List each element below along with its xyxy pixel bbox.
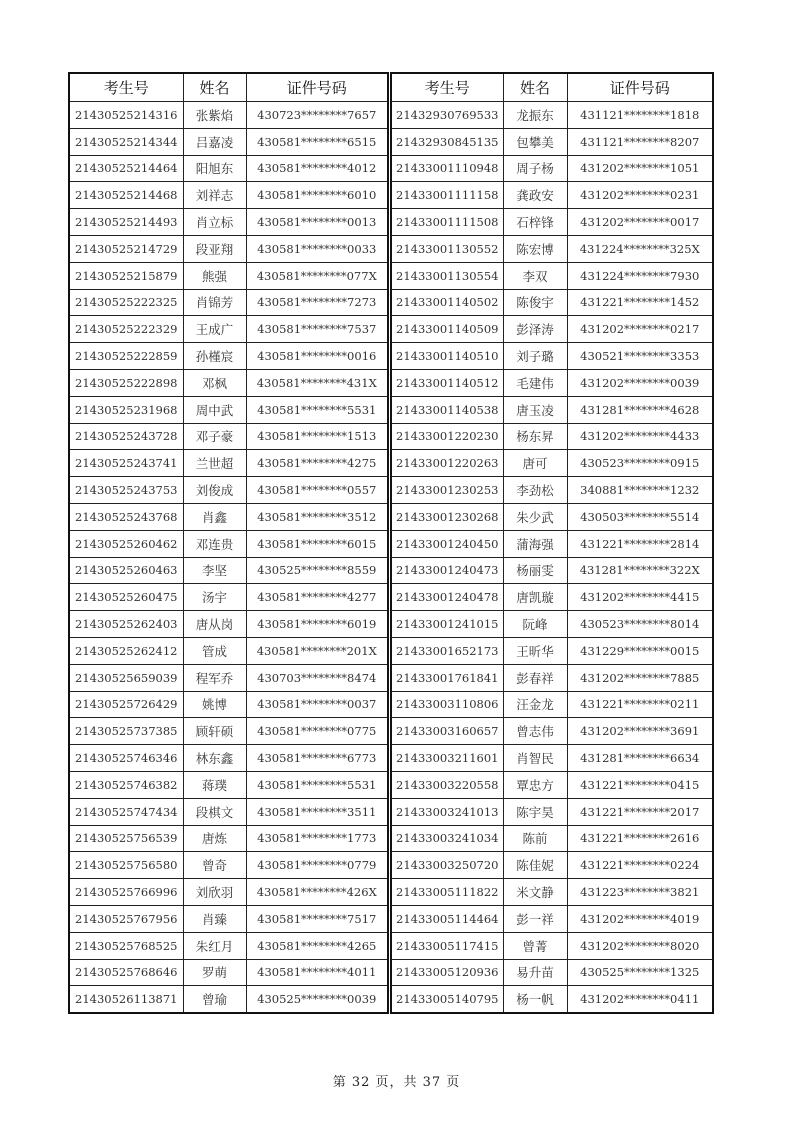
table-row	[69, 986, 388, 1013]
table-row	[391, 825, 713, 852]
cell-name: 杨丽雯	[503, 557, 567, 584]
cell-name: 陈前	[503, 825, 567, 852]
cell-id-number: 430581********426X	[246, 879, 388, 906]
cell-id-number: 430581********201X	[246, 637, 388, 664]
cell-id-number: 430581********6773	[246, 745, 388, 772]
cell-exam-number: 21433005120936	[391, 959, 503, 986]
table-row	[69, 477, 388, 504]
cell-exam-number: 21430525746346	[69, 745, 183, 772]
cell-id-number: 431281********322X	[567, 557, 713, 584]
table-row	[391, 503, 713, 530]
table-row	[391, 289, 713, 316]
cell-name: 邓枫	[183, 369, 246, 396]
table-row	[391, 209, 713, 236]
cell-exam-number: 21430525214493	[69, 209, 183, 236]
cell-name: 阳旭东	[183, 155, 246, 182]
cell-id-number: 430523********8014	[567, 611, 713, 638]
cell-exam-number: 21430525756539	[69, 825, 183, 852]
table-row	[391, 450, 713, 477]
cell-name: 曾菁	[503, 932, 567, 959]
cell-name: 朱少武	[503, 503, 567, 530]
cell-id-number: 431202********8020	[567, 932, 713, 959]
cell-id-number: 431202********4433	[567, 423, 713, 450]
cell-name: 肖臻	[183, 905, 246, 932]
cell-id-number: 431121********1818	[567, 102, 713, 129]
cell-exam-number: 21433003220558	[391, 771, 503, 798]
table-row	[391, 557, 713, 584]
cell-id-number: 431281********4628	[567, 396, 713, 423]
table-row	[391, 584, 713, 611]
cell-name: 段亚翔	[183, 235, 246, 262]
cell-id-number: 431202********4415	[567, 584, 713, 611]
cell-name: 陈俊宇	[503, 289, 567, 316]
table-row	[391, 852, 713, 879]
page-number-footer: 第 32 页，共 37 页	[332, 1075, 461, 1090]
table-row	[391, 182, 713, 209]
cell-id-number: 430581********0779	[246, 852, 388, 879]
cell-name: 肖立标	[183, 209, 246, 236]
cell-name: 顾轩硕	[183, 718, 246, 745]
cell-exam-number: 21430525222325	[69, 289, 183, 316]
table-row	[69, 664, 388, 691]
table-row	[69, 825, 388, 852]
cell-name: 姚博	[183, 691, 246, 718]
table-row	[391, 986, 713, 1013]
cell-id-number: 430581********3512	[246, 503, 388, 530]
cell-id-number: 431281********6634	[567, 745, 713, 772]
cell-name: 段棋文	[183, 798, 246, 825]
cell-exam-number: 21433001220230	[391, 423, 503, 450]
cell-exam-number: 21433001140502	[391, 289, 503, 316]
header-id-number: 证件号码	[567, 73, 713, 102]
cell-exam-number: 21430525737385	[69, 718, 183, 745]
cell-id-number: 430581********0037	[246, 691, 388, 718]
cell-id-number: 431221********2814	[567, 530, 713, 557]
cell-name: 刘俊成	[183, 477, 246, 504]
cell-name: 管成	[183, 637, 246, 664]
cell-id-number: 430525********8559	[246, 557, 388, 584]
cell-id-number: 430581********6019	[246, 611, 388, 638]
cell-name: 吕嘉凌	[183, 128, 246, 155]
cell-exam-number: 21433001240478	[391, 584, 503, 611]
cell-name: 彭一祥	[503, 905, 567, 932]
cell-exam-number: 21433001110948	[391, 155, 503, 182]
table-header-row	[69, 73, 388, 102]
cell-exam-number: 21430525262412	[69, 637, 183, 664]
cell-exam-number: 21430525766996	[69, 879, 183, 906]
cell-id-number: 431221********0224	[567, 852, 713, 879]
cell-id-number: 430581********4277	[246, 584, 388, 611]
cell-name: 蒋璞	[183, 771, 246, 798]
table-row	[391, 316, 713, 343]
table-row	[69, 102, 388, 129]
cell-id-number: 430581********0033	[246, 235, 388, 262]
cell-exam-number: 21433001140510	[391, 343, 503, 370]
cell-name: 唐可	[503, 450, 567, 477]
cell-exam-number: 21433001140538	[391, 396, 503, 423]
table-row	[391, 771, 713, 798]
table-row	[69, 611, 388, 638]
cell-id-number: 430581********1773	[246, 825, 388, 852]
cell-exam-number: 21433001111508	[391, 209, 503, 236]
table-row	[391, 718, 713, 745]
table-row	[69, 691, 388, 718]
table-row	[69, 557, 388, 584]
cell-name: 曾奇	[183, 852, 246, 879]
table-row	[391, 396, 713, 423]
cell-name: 易升苗	[503, 959, 567, 986]
cell-name: 程军乔	[183, 664, 246, 691]
cell-exam-number: 21430525768525	[69, 932, 183, 959]
table-row	[69, 503, 388, 530]
cell-exam-number: 21433001130552	[391, 235, 503, 262]
table-row	[69, 798, 388, 825]
cell-id-number: 430523********0915	[567, 450, 713, 477]
table-row	[69, 745, 388, 772]
cell-id-number: 431202********3691	[567, 718, 713, 745]
cell-exam-number: 21430525659039	[69, 664, 183, 691]
table-row	[69, 155, 388, 182]
cell-exam-number: 21433001240473	[391, 557, 503, 584]
cell-exam-number: 21430525243753	[69, 477, 183, 504]
table-row	[391, 155, 713, 182]
cell-id-number: 430581********0013	[246, 209, 388, 236]
cell-exam-number: 21430525767956	[69, 905, 183, 932]
cell-id-number: 431202********7885	[567, 664, 713, 691]
cell-exam-number: 21433001220263	[391, 450, 503, 477]
cell-name: 唐玉凌	[503, 396, 567, 423]
table-row	[391, 932, 713, 959]
cell-exam-number: 21433001240450	[391, 530, 503, 557]
candidate-table-right	[390, 72, 714, 1014]
cell-exam-number: 21433003110806	[391, 691, 503, 718]
table-row	[69, 879, 388, 906]
cell-name: 曾志伟	[503, 718, 567, 745]
table-row	[391, 959, 713, 986]
cell-exam-number: 21430525243768	[69, 503, 183, 530]
cell-name: 彭春祥	[503, 664, 567, 691]
cell-name: 张紫焰	[183, 102, 246, 129]
cell-name: 肖鑫	[183, 503, 246, 530]
cell-exam-number: 21430525260475	[69, 584, 183, 611]
cell-exam-number: 21430525260462	[69, 530, 183, 557]
cell-name: 肖锦芳	[183, 289, 246, 316]
cell-exam-number: 21432930845135	[391, 128, 503, 155]
cell-name: 汤宇	[183, 584, 246, 611]
table-row	[69, 584, 388, 611]
cell-name: 刘祥志	[183, 182, 246, 209]
cell-id-number: 430503********5514	[567, 503, 713, 530]
table-row	[69, 235, 388, 262]
cell-name: 唐炼	[183, 825, 246, 852]
cell-id-number: 340881********1232	[567, 477, 713, 504]
cell-name: 刘子璐	[503, 343, 567, 370]
cell-id-number: 430581********1513	[246, 423, 388, 450]
table-row	[69, 450, 388, 477]
table-row	[69, 262, 388, 289]
header-exam-number: 考生号	[391, 73, 503, 102]
cell-id-number: 430581********3511	[246, 798, 388, 825]
cell-exam-number: 21430525726429	[69, 691, 183, 718]
table-row	[391, 691, 713, 718]
cell-exam-number: 21430526113871	[69, 986, 183, 1013]
cell-exam-number: 21433005114464	[391, 905, 503, 932]
table-row	[69, 316, 388, 343]
table-row	[69, 852, 388, 879]
cell-exam-number: 21430525214344	[69, 128, 183, 155]
cell-id-number: 430723********7657	[246, 102, 388, 129]
cell-id-number: 430525********0039	[246, 986, 388, 1013]
cell-name: 米文静	[503, 879, 567, 906]
cell-exam-number: 21433001111158	[391, 182, 503, 209]
table-row	[69, 289, 388, 316]
cell-id-number: 431221********0415	[567, 771, 713, 798]
cell-exam-number: 21430525746382	[69, 771, 183, 798]
cell-name: 唐凯璇	[503, 584, 567, 611]
cell-name: 熊强	[183, 262, 246, 289]
table-row	[391, 102, 713, 129]
cell-id-number: 430581********5531	[246, 396, 388, 423]
cell-exam-number: 21430525260463	[69, 557, 183, 584]
header-id-number: 证件号码	[246, 73, 388, 102]
cell-exam-number: 21433001140512	[391, 369, 503, 396]
cell-exam-number: 21430525222898	[69, 369, 183, 396]
cell-exam-number: 21433003211601	[391, 745, 503, 772]
cell-exam-number: 21433005111822	[391, 879, 503, 906]
cell-id-number: 431221********0211	[567, 691, 713, 718]
cell-exam-number: 21433003241013	[391, 798, 503, 825]
cell-name: 林东鑫	[183, 745, 246, 772]
cell-id-number: 430581********431X	[246, 369, 388, 396]
cell-id-number: 431229********0015	[567, 637, 713, 664]
cell-exam-number: 21430525222329	[69, 316, 183, 343]
table-row	[69, 343, 388, 370]
cell-id-number: 430581********6515	[246, 128, 388, 155]
cell-name: 包攀美	[503, 128, 567, 155]
cell-exam-number: 21430525214316	[69, 102, 183, 129]
header-exam-number: 考生号	[69, 73, 183, 102]
cell-exam-number: 21430525214464	[69, 155, 183, 182]
cell-name: 朱红月	[183, 932, 246, 959]
cell-name: 蒲海强	[503, 530, 567, 557]
candidate-table-left	[68, 72, 389, 1014]
cell-name: 彭泽涛	[503, 316, 567, 343]
cell-name: 李劲松	[503, 477, 567, 504]
table-row	[69, 209, 388, 236]
table-row	[69, 369, 388, 396]
cell-id-number: 430581********4275	[246, 450, 388, 477]
cell-exam-number: 21430525214729	[69, 235, 183, 262]
cell-id-number: 431221********2017	[567, 798, 713, 825]
cell-exam-number: 21430525243728	[69, 423, 183, 450]
cell-id-number: 430703********8474	[246, 664, 388, 691]
cell-name: 汪金龙	[503, 691, 567, 718]
cell-exam-number: 21430525768646	[69, 959, 183, 986]
cell-id-number: 431221********1452	[567, 289, 713, 316]
table-row	[69, 932, 388, 959]
cell-name: 王昕华	[503, 637, 567, 664]
cell-exam-number: 21430525262403	[69, 611, 183, 638]
table-row	[391, 235, 713, 262]
table-row	[391, 905, 713, 932]
cell-id-number: 430581********7537	[246, 316, 388, 343]
cell-id-number: 430581********7273	[246, 289, 388, 316]
table-row	[69, 959, 388, 986]
cell-name: 周中武	[183, 396, 246, 423]
table-row	[391, 477, 713, 504]
cell-id-number: 430581********6015	[246, 530, 388, 557]
table-row	[391, 879, 713, 906]
cell-id-number: 431202********1051	[567, 155, 713, 182]
cell-name: 龚政安	[503, 182, 567, 209]
cell-id-number: 431224********325X	[567, 235, 713, 262]
table-row	[391, 664, 713, 691]
cell-id-number: 430581********0775	[246, 718, 388, 745]
cell-id-number: 431202********0411	[567, 986, 713, 1013]
table-row	[69, 396, 388, 423]
table-row	[391, 128, 713, 155]
cell-id-number: 430581********0557	[246, 477, 388, 504]
header-name: 姓名	[503, 73, 567, 102]
table-row	[69, 128, 388, 155]
cell-name: 覃忠方	[503, 771, 567, 798]
cell-exam-number: 21433001230268	[391, 503, 503, 530]
table-row	[69, 718, 388, 745]
cell-exam-number: 21433001652173	[391, 637, 503, 664]
cell-name: 陈宏博	[503, 235, 567, 262]
cell-id-number: 431221********2616	[567, 825, 713, 852]
cell-name: 罗萌	[183, 959, 246, 986]
cell-exam-number: 21433003160657	[391, 718, 503, 745]
cell-exam-number: 21430525214468	[69, 182, 183, 209]
cell-exam-number: 21432930769533	[391, 102, 503, 129]
header-name: 姓名	[183, 73, 246, 102]
cell-id-number: 430581********4012	[246, 155, 388, 182]
cell-id-number: 430581********4265	[246, 932, 388, 959]
cell-exam-number: 21433001230253	[391, 477, 503, 504]
cell-exam-number: 21430525756580	[69, 852, 183, 879]
cell-id-number: 431121********8207	[567, 128, 713, 155]
cell-id-number: 431202********0039	[567, 369, 713, 396]
cell-exam-number: 21430525222859	[69, 343, 183, 370]
cell-name: 毛建伟	[503, 369, 567, 396]
cell-exam-number: 21433001241015	[391, 611, 503, 638]
table-row	[391, 262, 713, 289]
table-row	[391, 423, 713, 450]
cell-name: 刘欣羽	[183, 879, 246, 906]
table-row	[69, 530, 388, 557]
table-row	[391, 369, 713, 396]
cell-name: 杨东昇	[503, 423, 567, 450]
table-row	[391, 530, 713, 557]
cell-name: 杨一帆	[503, 986, 567, 1013]
table-row	[69, 771, 388, 798]
table-row	[391, 343, 713, 370]
cell-exam-number: 21433005140795	[391, 986, 503, 1013]
cell-name: 石梓锋	[503, 209, 567, 236]
cell-id-number: 431223********3821	[567, 879, 713, 906]
cell-id-number: 430581********4011	[246, 959, 388, 986]
table-row	[391, 745, 713, 772]
cell-exam-number: 21433001130554	[391, 262, 503, 289]
cell-exam-number: 21430525215879	[69, 262, 183, 289]
cell-id-number: 431202********0217	[567, 316, 713, 343]
cell-name: 邓子豪	[183, 423, 246, 450]
cell-name: 周子杨	[503, 155, 567, 182]
cell-name: 曾瑜	[183, 986, 246, 1013]
cell-exam-number: 21430525243741	[69, 450, 183, 477]
cell-name: 陈佳妮	[503, 852, 567, 879]
table-header-row	[391, 73, 713, 102]
table-row	[391, 798, 713, 825]
cell-id-number: 430521********3353	[567, 343, 713, 370]
cell-name: 李坚	[183, 557, 246, 584]
cell-id-number: 430581********6010	[246, 182, 388, 209]
cell-id-number: 431202********0231	[567, 182, 713, 209]
cell-id-number: 430525********1325	[567, 959, 713, 986]
cell-name: 陈宇昊	[503, 798, 567, 825]
cell-id-number: 430581********0016	[246, 343, 388, 370]
cell-name: 兰世超	[183, 450, 246, 477]
cell-exam-number: 21430525231968	[69, 396, 183, 423]
cell-exam-number: 21433003250720	[391, 852, 503, 879]
cell-name: 唐从岗	[183, 611, 246, 638]
cell-exam-number: 21433005117415	[391, 932, 503, 959]
cell-id-number: 431202********0017	[567, 209, 713, 236]
cell-exam-number: 21430525747434	[69, 798, 183, 825]
cell-exam-number: 21433001140509	[391, 316, 503, 343]
table-row	[69, 423, 388, 450]
table-row	[69, 637, 388, 664]
cell-name: 邓连贵	[183, 530, 246, 557]
cell-exam-number: 21433001761841	[391, 664, 503, 691]
cell-exam-number: 21433003241034	[391, 825, 503, 852]
cell-name: 王成广	[183, 316, 246, 343]
cell-id-number: 430581********5531	[246, 771, 388, 798]
cell-name: 肖智民	[503, 745, 567, 772]
cell-name: 龙振东	[503, 102, 567, 129]
table-row	[69, 905, 388, 932]
cell-id-number: 430581********077X	[246, 262, 388, 289]
cell-id-number: 430581********7517	[246, 905, 388, 932]
cell-name: 孙槿宸	[183, 343, 246, 370]
table-row	[69, 182, 388, 209]
cell-id-number: 431202********4019	[567, 905, 713, 932]
table-row	[391, 637, 713, 664]
table-row	[391, 611, 713, 638]
cell-id-number: 431224********7930	[567, 262, 713, 289]
cell-name: 李双	[503, 262, 567, 289]
cell-name: 阮峰	[503, 611, 567, 638]
